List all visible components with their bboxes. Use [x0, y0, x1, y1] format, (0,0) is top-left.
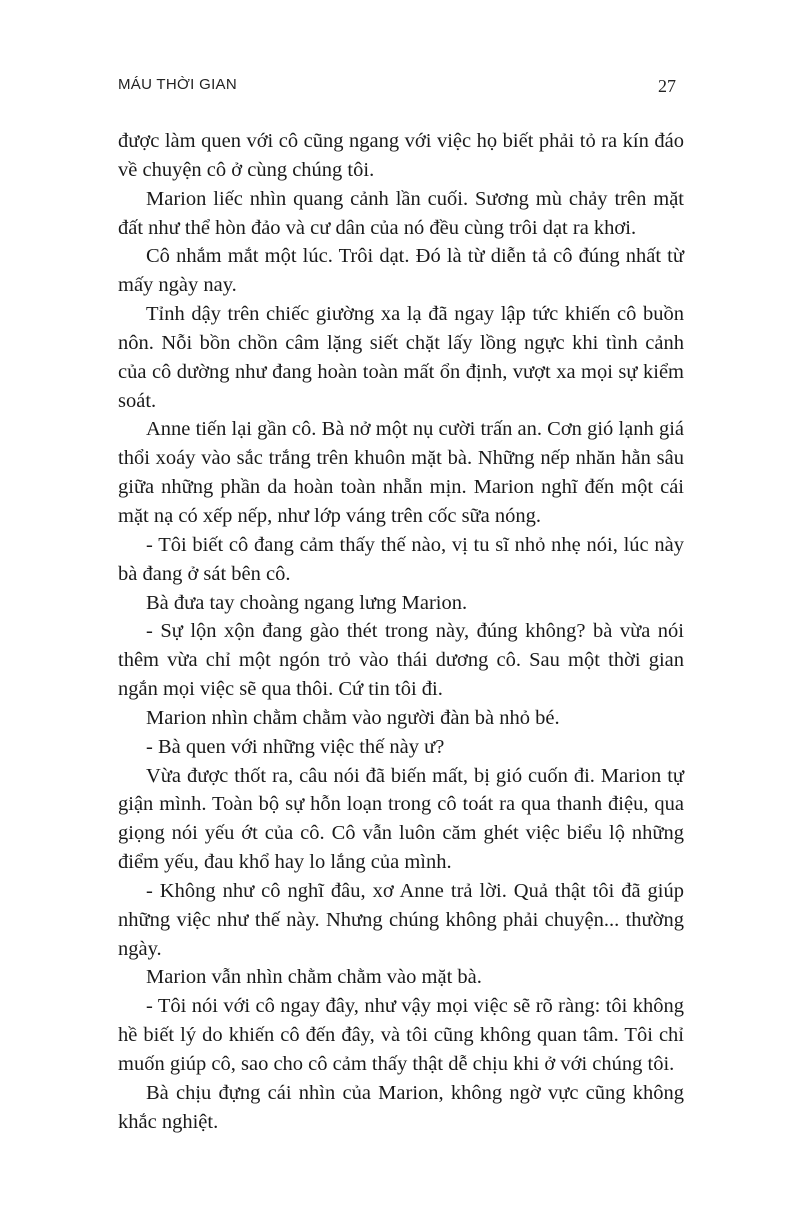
paragraph: Marion liếc nhìn quang cảnh lần cuối. Sương mù chảy trên mặt đất như thể hòn đảo và cư dân của nó đều cùng trôi dạt ra khơi. [118, 187, 684, 239]
paragraph: - Sự lộn xộn đang gào thét trong này, đúng không? bà vừa nói thêm vừa chỉ một ngón trỏ vào thái dương cô. Sau một thời gian ngắn mọi việc sẽ qua thôi. Cứ tin tôi đi. [118, 620, 684, 701]
paragraph: - Tôi nói với cô ngay đây, như vậy mọi việc sẽ rõ ràng: tôi không hề biết lý do khiến cô đến đây, và tôi cũng không quan tâm. Tôi chỉ muốn giúp cô, sao cho cô cảm thấy thật dễ chịu khi ở với chúng tôi. [118, 995, 684, 1075]
paragraph: Anne tiến lại gần cô. Bà nở một nụ cười trấn an. Cơn gió lạnh giá thổi xoáy vào sắc trắng trên khuôn mặt bà. Những nếp nhăn hằn sâu giữa những phần da hoàn toàn nhẵn mịn. Marion nghĩ đến một cái mặt nạ có xếp nếp, như lớp váng trên cốc sữa nóng. [118, 418, 684, 527]
paragraph: - Tôi biết cô đang cảm thấy thế nào, vị tu sĩ nhỏ nhẹ nói, lúc này bà đang ở sát bên cô. [118, 533, 684, 585]
paragraph: Cô nhắm mắt một lúc. Trôi dạt. Đó là từ diễn tả cô đúng nhất từ mấy ngày nay. [118, 245, 684, 297]
paragraph: - Không như cô nghĩ đâu, xơ Anne trả lời. Quả thật tôi đã giúp những việc như thế này. Nhưng chúng không phải chuyện... thường ngày. [118, 879, 684, 960]
paragraph: Bà đưa tay choàng ngang lưng Marion. [146, 591, 468, 614]
paragraph: - Bà quen với những việc thế này ư? [146, 735, 445, 758]
paragraph: Bà chịu đựng cái nhìn của Marion, không ngờ vực cũng không khắc nghiệt. [118, 1081, 684, 1133]
body-text [118, 127, 684, 1137]
paragraph: Vừa được thốt ra, câu nói đã biến mất, bị gió cuốn đi. Marion tự giận mình. Toàn bộ sự hỗn loạn trong cô toát ra qua thanh điệu, qua giọng nói yếu ớt của cô. Cô vẫn luôn căm ghét việc biểu lộ những điểm yếu, đau khổ hay lo lắng của mình. [118, 764, 684, 874]
paragraph: Marion vẫn nhìn chằm chằm vào mặt bà. [146, 966, 482, 989]
running-head [118, 76, 678, 100]
page-number: 27 [658, 76, 676, 96]
paragraph: Marion nhìn chằm chằm vào người đàn bà nhỏ bé. [146, 706, 560, 729]
paragraph: được làm quen với cô cũng ngang với việc họ biết phải tỏ ra kín đáo về chuyện cô ở cùng chúng tôi. [118, 130, 684, 181]
paragraph: Tỉnh dậy trên chiếc giường xa lạ đã ngay lập tức khiến cô buồn nôn. Nỗi bồn chồn câm lặng siết chặt lấy lồng ngực khi tình cảnh của cô dường như đang hoàn toàn mất ổn định, vượt xa mọi sự kiểm soát. [118, 303, 684, 412]
book-title: MÁU THỜI GIAN [118, 76, 237, 93]
